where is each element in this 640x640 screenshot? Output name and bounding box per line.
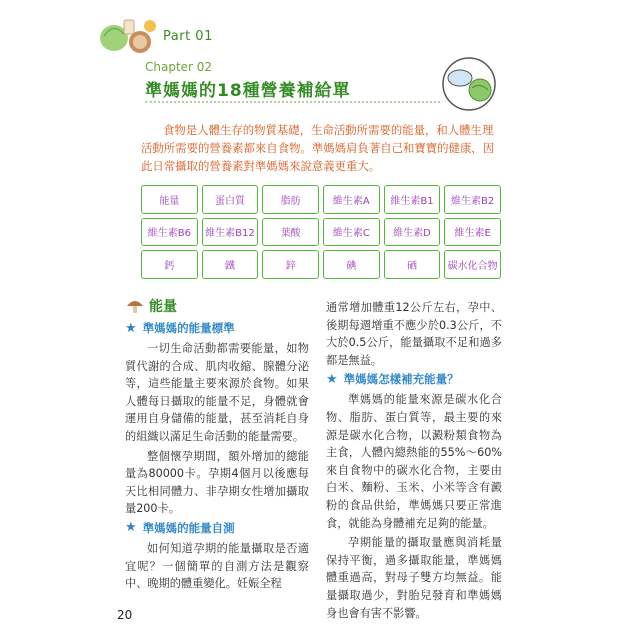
star-icon: ★ bbox=[125, 320, 137, 336]
chapter-title: 準媽媽的18種營養補給單 bbox=[145, 81, 351, 101]
nutrient-cell: 維生素C bbox=[323, 218, 380, 247]
nutrient-cell: 維生素E bbox=[444, 218, 501, 247]
nutrient-cell: 硒 bbox=[384, 250, 441, 279]
nutrient-cell: 葉酸 bbox=[262, 218, 319, 247]
nutrient-cell: 碘 bbox=[323, 250, 380, 279]
nutrient-cell: 脂肪 bbox=[262, 185, 319, 214]
nutrient-cell: 鋅 bbox=[262, 250, 319, 279]
subheading-energy-standard bbox=[125, 320, 309, 336]
salad-bowl-illustration bbox=[436, 54, 502, 114]
section-title: 能量 bbox=[149, 299, 177, 315]
body-paragraph: 整個懷孕期間，額外增加的總能量為80000卡。孕期4個月以後應每天比相同體力、非孕期女性增加攝取量200卡。 bbox=[125, 449, 309, 516]
nutrient-cell: 維生素B6 bbox=[141, 218, 198, 247]
left-column bbox=[125, 296, 309, 595]
nutrient-cell: 維生素B1 bbox=[384, 185, 441, 214]
nutrient-cell: 碳水化合物 bbox=[444, 250, 501, 279]
vegetables-illustration bbox=[98, 12, 158, 56]
right-column bbox=[326, 299, 502, 624]
part-label: Part 01 bbox=[163, 29, 213, 44]
title-underline bbox=[145, 101, 440, 103]
subheading-text: 準媽媽怎樣補充能量？ bbox=[343, 372, 459, 387]
nutrient-cell: 能量 bbox=[141, 185, 198, 214]
subheading-energy-self-test bbox=[125, 520, 309, 536]
subheading-text: 準媽媽的能量自測 bbox=[142, 520, 235, 535]
nutrient-cell: 維生素B12 bbox=[202, 218, 259, 247]
subheading-text: 準媽媽的能量標準 bbox=[142, 321, 235, 335]
subheading-energy-supplement bbox=[326, 371, 502, 387]
nutrient-cell: 鈣 bbox=[141, 250, 198, 279]
star-icon: ★ bbox=[326, 371, 338, 387]
body-paragraph: 準媽媽的能量來源是碳水化合物、脂肪、蛋白質等，最主要的來源是碳水化合物，以澱粉類食物為主食，人體內總熱能的55%～60%來自食物中的碳水化合物，主要由白米、麵粉、玉米、小米等含有澱粉的食品供給，準媽媽只要正常進食，就能為身體補充足夠的能量。 bbox=[326, 393, 502, 530]
nutrient-grid bbox=[141, 185, 501, 279]
nutrient-cell: 蛋白質 bbox=[202, 185, 259, 214]
nutrient-cell: 維生素D bbox=[384, 218, 441, 247]
body-paragraph: 通常增加體重12公斤左右，孕中、後期每週增重不應少於0.3公斤，不大於0.5公斤，能量攝取不足和過多都是無益。 bbox=[326, 301, 502, 367]
page-number: 20 bbox=[117, 608, 133, 622]
chapter-label: Chapter 02 bbox=[145, 60, 213, 74]
nutrient-cell: 維生素A bbox=[323, 185, 380, 214]
star-icon: ★ bbox=[125, 520, 137, 536]
intro-paragraph: 食物是人體生存的物質基礎，生命活動所需要的能量，和人體生理活動所需要的營養素都來自食物。準媽媽肩負著自己和寶寶的健康，因此日常攝取的營養素對準媽媽來說意義更重大。 bbox=[141, 123, 495, 173]
nutrient-cell: 維生素B2 bbox=[444, 185, 501, 214]
body-paragraph: 如何知道孕期的能量攝取是否適宜呢？一個簡單的自測方法是觀察中、晚期的體重變化。妊娠全程 bbox=[125, 541, 309, 591]
section-header-energy bbox=[125, 296, 309, 316]
nutrient-cell: 鐵 bbox=[202, 250, 259, 279]
body-paragraph: 一切生命活動都需要能量，如物質代謝的合成、肌肉收縮、腺體分泌等，這些能量主要來源於食物。如果人體每日攝取的能量不足，身體就會運用自身儲備的能量，甚至消耗自身的組織以滿足生命活動的能量需要。 bbox=[125, 342, 309, 443]
mushroom-icon bbox=[125, 297, 145, 315]
body-paragraph: 孕期能量的攝取量應與消耗量保持平衡，過多攝取能量，準媽媽體重過高，對母子雙方均無益。能量攝取過少，對胎兒發育和準媽媽身也會有害不影響。 bbox=[326, 536, 502, 620]
